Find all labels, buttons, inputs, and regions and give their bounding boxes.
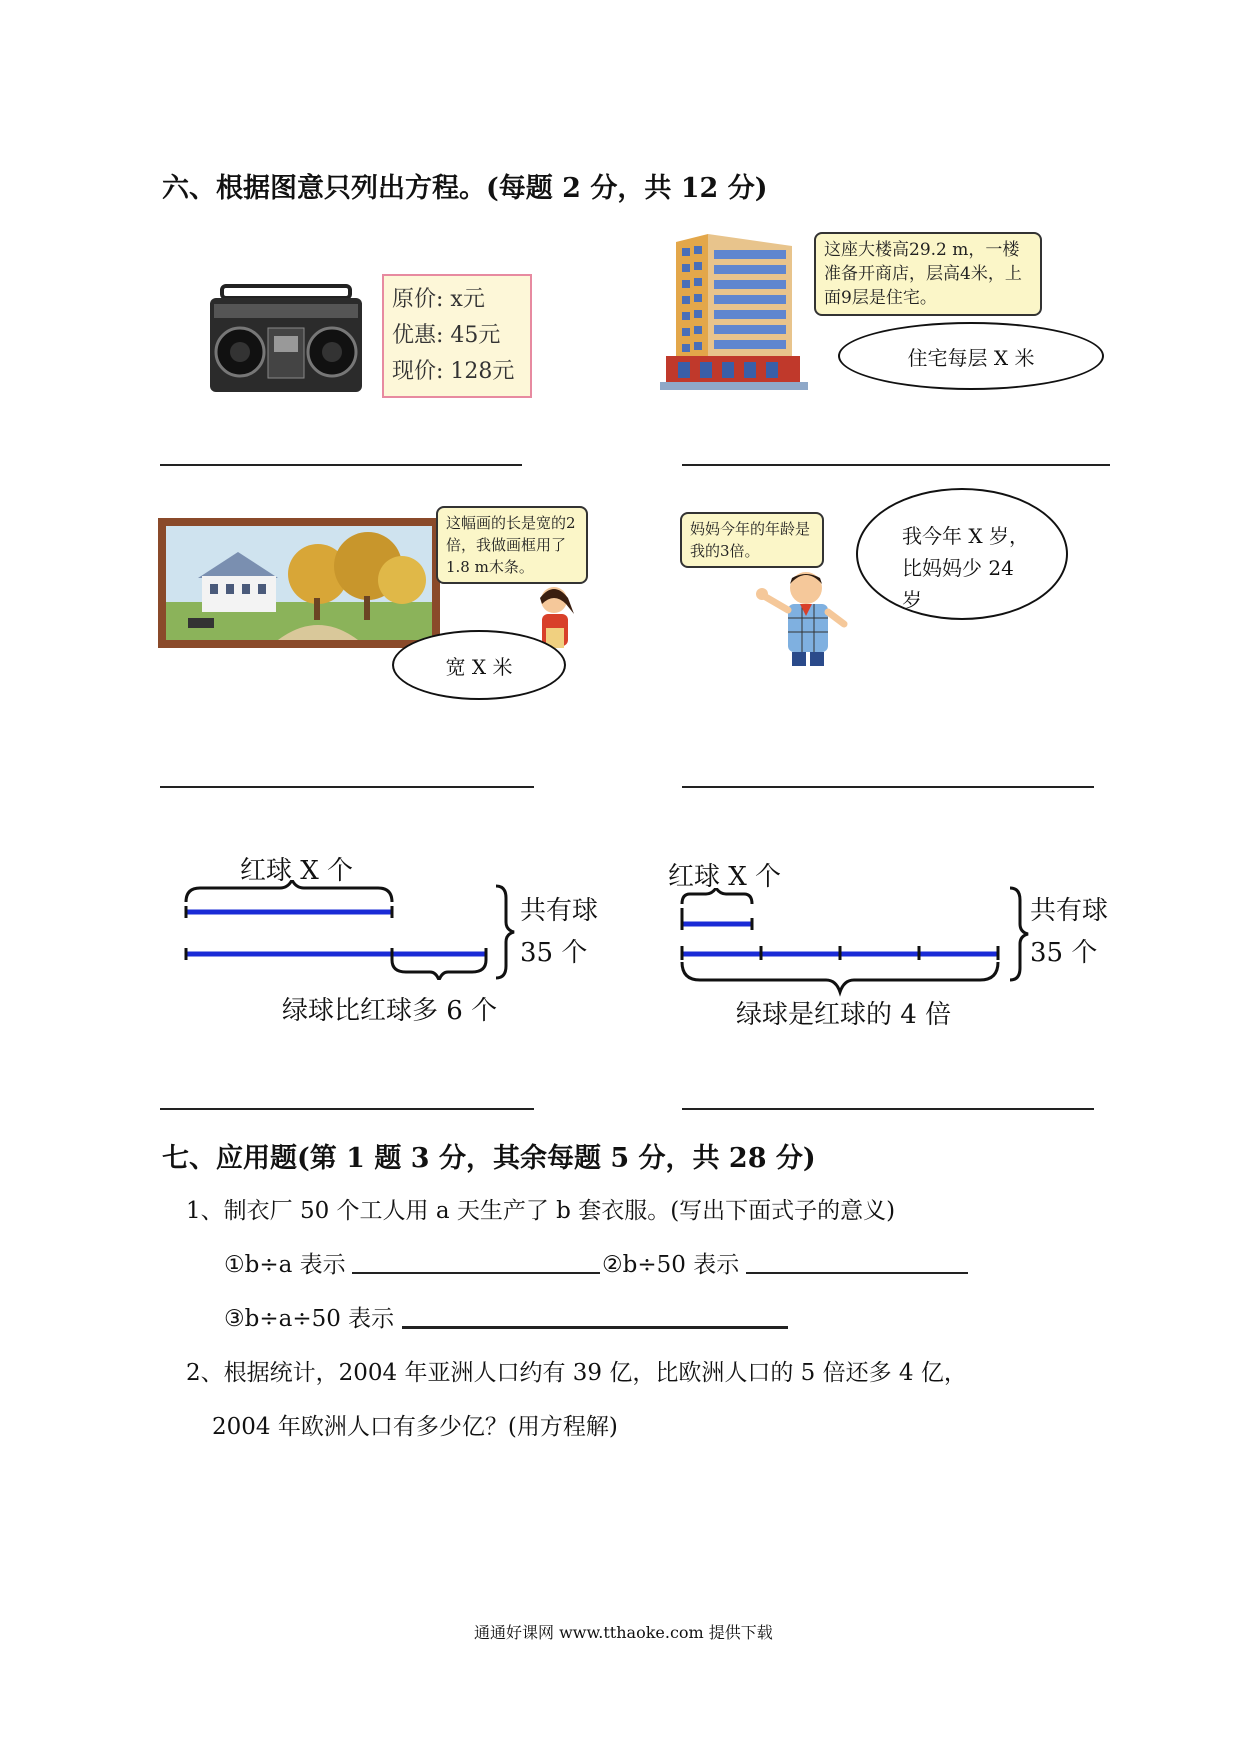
right-total-brace	[1006, 884, 1030, 984]
radio-illustration	[208, 284, 364, 396]
footer-credit: 通通好课网 www.tthaoke.com 提供下载	[474, 1623, 773, 1642]
left-total-label1: 共有球	[520, 896, 599, 926]
right-green-label: 绿球是红球的 4 倍	[736, 1000, 952, 1030]
right-bar-diagram	[676, 888, 1012, 998]
current-price: 现价: 128元	[392, 359, 515, 384]
boy-illustration	[754, 566, 850, 670]
painting-oval	[392, 630, 566, 700]
age-oval-line3: 岁	[902, 588, 922, 612]
age-oval	[856, 488, 1068, 620]
question-1c-answer[interactable]	[402, 1326, 788, 1329]
answer-line-6[interactable]	[682, 1108, 1094, 1110]
discount: 优惠: 45元	[392, 323, 501, 348]
left-red-label: 红球 X 个	[240, 856, 354, 886]
question-1: 1、制衣厂 50 个工人用 a 天生产了 b 套衣服。(写出下面式子的意义)	[186, 1198, 896, 1224]
painting-oval-text: 宽 X 米	[445, 654, 513, 679]
right-total-label2: 35 个	[1030, 938, 1098, 968]
question-2-line1: 2、根据统计，2004 年亚洲人口约有 39 亿，比欧洲人口的 5 倍还多 4 亿，	[186, 1360, 967, 1386]
question-1a-answer[interactable]	[352, 1272, 600, 1274]
right-total-label1: 共有球	[1030, 896, 1109, 926]
building-oval-text: 住宅每层 X 米	[907, 345, 1035, 370]
age-speech-bubble: 妈妈今年的年龄是我的3倍。	[680, 512, 824, 568]
answer-line-3[interactable]	[160, 786, 534, 788]
question-2-line2: 2004 年欧洲人口有多少亿？(用方程解)	[212, 1414, 618, 1440]
answer-line-4[interactable]	[682, 786, 1094, 788]
question-1a-label: ①b÷a 表示	[224, 1252, 346, 1278]
answer-line-2[interactable]	[682, 464, 1110, 466]
answer-line-5[interactable]	[160, 1108, 534, 1110]
left-total-brace	[492, 882, 516, 982]
left-total-label2: 35 个	[520, 938, 588, 968]
section6-title: 六、根据图意只列出方程。(每题 2 分，共 12 分)	[162, 173, 768, 204]
painting-speech-bubble: 这幅画的长是宽的2倍，我做画框用了1.8 m木条。	[436, 506, 588, 584]
question-1b-label: ②b÷50 表示	[602, 1252, 740, 1278]
right-red-label: 红球 X 个	[668, 862, 782, 892]
building-speech-bubble: 这座大楼高29.2 m，一楼准备开商店，层高4米，上面9层是住宅。	[814, 232, 1042, 316]
question-1c-label: ③b÷a÷50 表示	[224, 1306, 395, 1332]
question-1b-answer[interactable]	[746, 1272, 968, 1274]
painting-illustration	[158, 518, 440, 648]
building-illustration	[656, 232, 812, 392]
age-oval-line2: 比妈妈少 24	[902, 556, 1014, 580]
left-bar-diagram	[180, 880, 520, 980]
section7-title: 七、应用题(第 1 题 3 分，其余每题 5 分，共 28 分)	[162, 1143, 816, 1174]
age-oval-line1: 我今年 X 岁，	[902, 524, 1029, 548]
original-price: 原价: x元	[392, 287, 485, 312]
price-box	[382, 274, 532, 398]
left-green-label: 绿球比红球多 6 个	[282, 996, 498, 1026]
building-oval	[838, 322, 1104, 390]
answer-line-1[interactable]	[160, 464, 522, 466]
